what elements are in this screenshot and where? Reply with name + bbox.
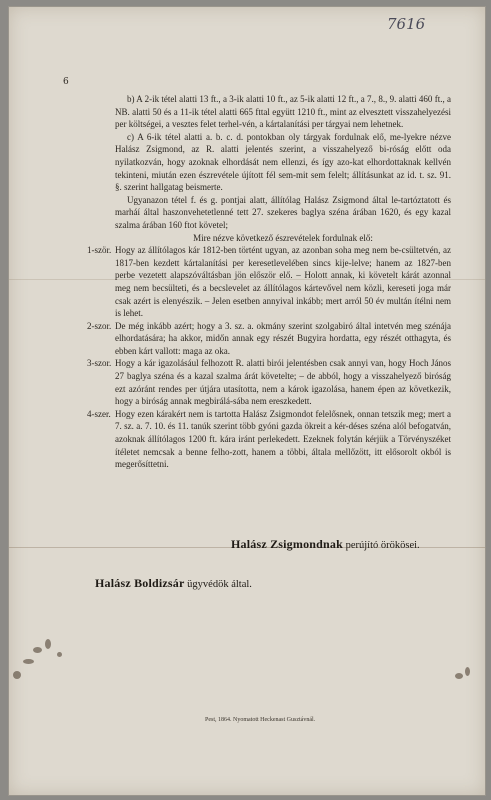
ink-stain <box>23 659 34 664</box>
intro-line: Mire nézve következő észrevételek fordulnak elő: <box>193 232 373 243</box>
signature-heirs-suffix: perújító örökösei. <box>345 540 420 551</box>
document-page <box>8 6 486 796</box>
item-label: 3-szor. <box>87 358 112 369</box>
ink-stain <box>465 667 470 676</box>
signature-heirs-name: Halász Zsigmondnak <box>231 537 343 551</box>
paragraph-c: c) A 6-ik tétel alatti a. b. c. d. pontokban oly tárgyak fordulnak elő, me-lyekre nézve Halász Zsigmond, az R. alatti jelentés szerint, a visszahelyező bi-róság előtt oda nyilatkozván, hogy azoknak elhordását nem ellenzi, és így azo-kat elhordottaknak kellvén tekinteni, miután ezen észrevétele újított fél sem-mit sem felelt; állításunkat az id. t. sz. 91. §. szerint hallgatag beismerte. <box>115 131 451 193</box>
item-text: Hogy ezen kárakért nem is tartotta Halász Zsigmondot felelősnek, onnan tetszik meg; mert a 7. sz. a. 7. 10. és 11. tanúk szerint több gyóni gazda ökreit a kér-déses széna alól befogatván, azoknak állítólagos 1200 ft. kára iránt perlekedett. Ezeknek folytán kérjük a Törvényszéket ítéletet nemcsak a benne felho-zott, hanem a többi, általa mellőzött, itt elősorolt okból is megerősíttetni. <box>115 408 451 470</box>
ink-stain <box>57 652 62 657</box>
handwritten-archive-number: 7616 <box>387 15 426 33</box>
signature-heirs <box>231 537 420 552</box>
item-label: 4-szer. <box>87 408 111 419</box>
ink-stain <box>455 673 463 679</box>
ink-stain <box>13 671 21 679</box>
ink-stain <box>33 647 42 653</box>
item-text: Hogy a kár igazolásául felhozott R. alatti birói jelentésben csak annyi van, hogy Hoch János 27 baglya széna és a kazal szalma árát követelte; – de abból, hogy a visszahelyező biróság ezt azóránt rendes per útjára utasította, nem a károk igazolása, hanem épen az következik, hogy a biróság annak megbirálá-sába nem ereszkedett. <box>115 358 451 407</box>
list-item <box>87 408 451 471</box>
list-item <box>87 320 451 358</box>
printer-footer: Pest, 1864. Nyomatott Heckenast Gusztávnál. <box>205 717 316 723</box>
signature-lawyer-suffix: ügyvédök által. <box>187 579 252 590</box>
ink-stain <box>45 639 51 649</box>
list-item <box>87 357 451 407</box>
item-text: De még inkább azért; hogy a 3. sz. a. okmány szerint szolgabiró által intetvén meg szénája elhordatására; ha akkor, midőn annak egy részét Bugyira hordatta, egy részét otthagyta, és ebben kárt vallott: maga az oka. <box>115 320 451 356</box>
paragraph-ugyanazon: Ugyanazon tétel f. és g. pontjai alatt, állítólag Halász Zsigmond által le-tartóztatott és marháí által haszonvehetetlenné tett 27. szekeres baglya széna árában 1620, és egy kazal szalma árában 160 ftot követel; <box>115 194 451 230</box>
document-body <box>87 93 451 471</box>
signature-lawyer-name: Halász Boldizsár <box>95 576 185 590</box>
page-number: 6 <box>63 77 69 87</box>
list-item <box>87 244 451 320</box>
item-label: 2-szor. <box>87 320 112 331</box>
signature-lawyer <box>95 576 252 591</box>
item-text: Hogy az állítólagos kár 1812-ben történt ugyan, az azonban soha meg nem be-csültetvén, az 1817-ben kezdett kártalanítási per keresetlevelében sincs kije-lelve; hanem az 1827-ben perbe vezetett alapszóváltásban jön először elő. – Holott annak, ki követelt kárát azonnal meg nem becsülteti, és a becslevelet az állítólagos kártevővel nem közli, kereseti joga már csak azért is elenyészik. – Jelen esetben annyival inkább; mert arról 50 év multán ítélni nem is lehet. <box>115 245 451 319</box>
paragraph-b: b) A 2-ik tétel alatti 13 ft., a 3-ik alatti 10 ft., az 5-ik alatti 12 ft., a 7., 8., 9. alatti 460 ft., a NB. alatti 50 és a 11-ik tétel alatti 665 fttal együtt 1210 ft., mint az elvesztett visszahelyezési per költségei, a vesztes felet terhel-vén, a kártalanítási per tárgyai nem lehetnek. <box>115 94 451 130</box>
item-label: 1-ször. <box>87 245 112 256</box>
